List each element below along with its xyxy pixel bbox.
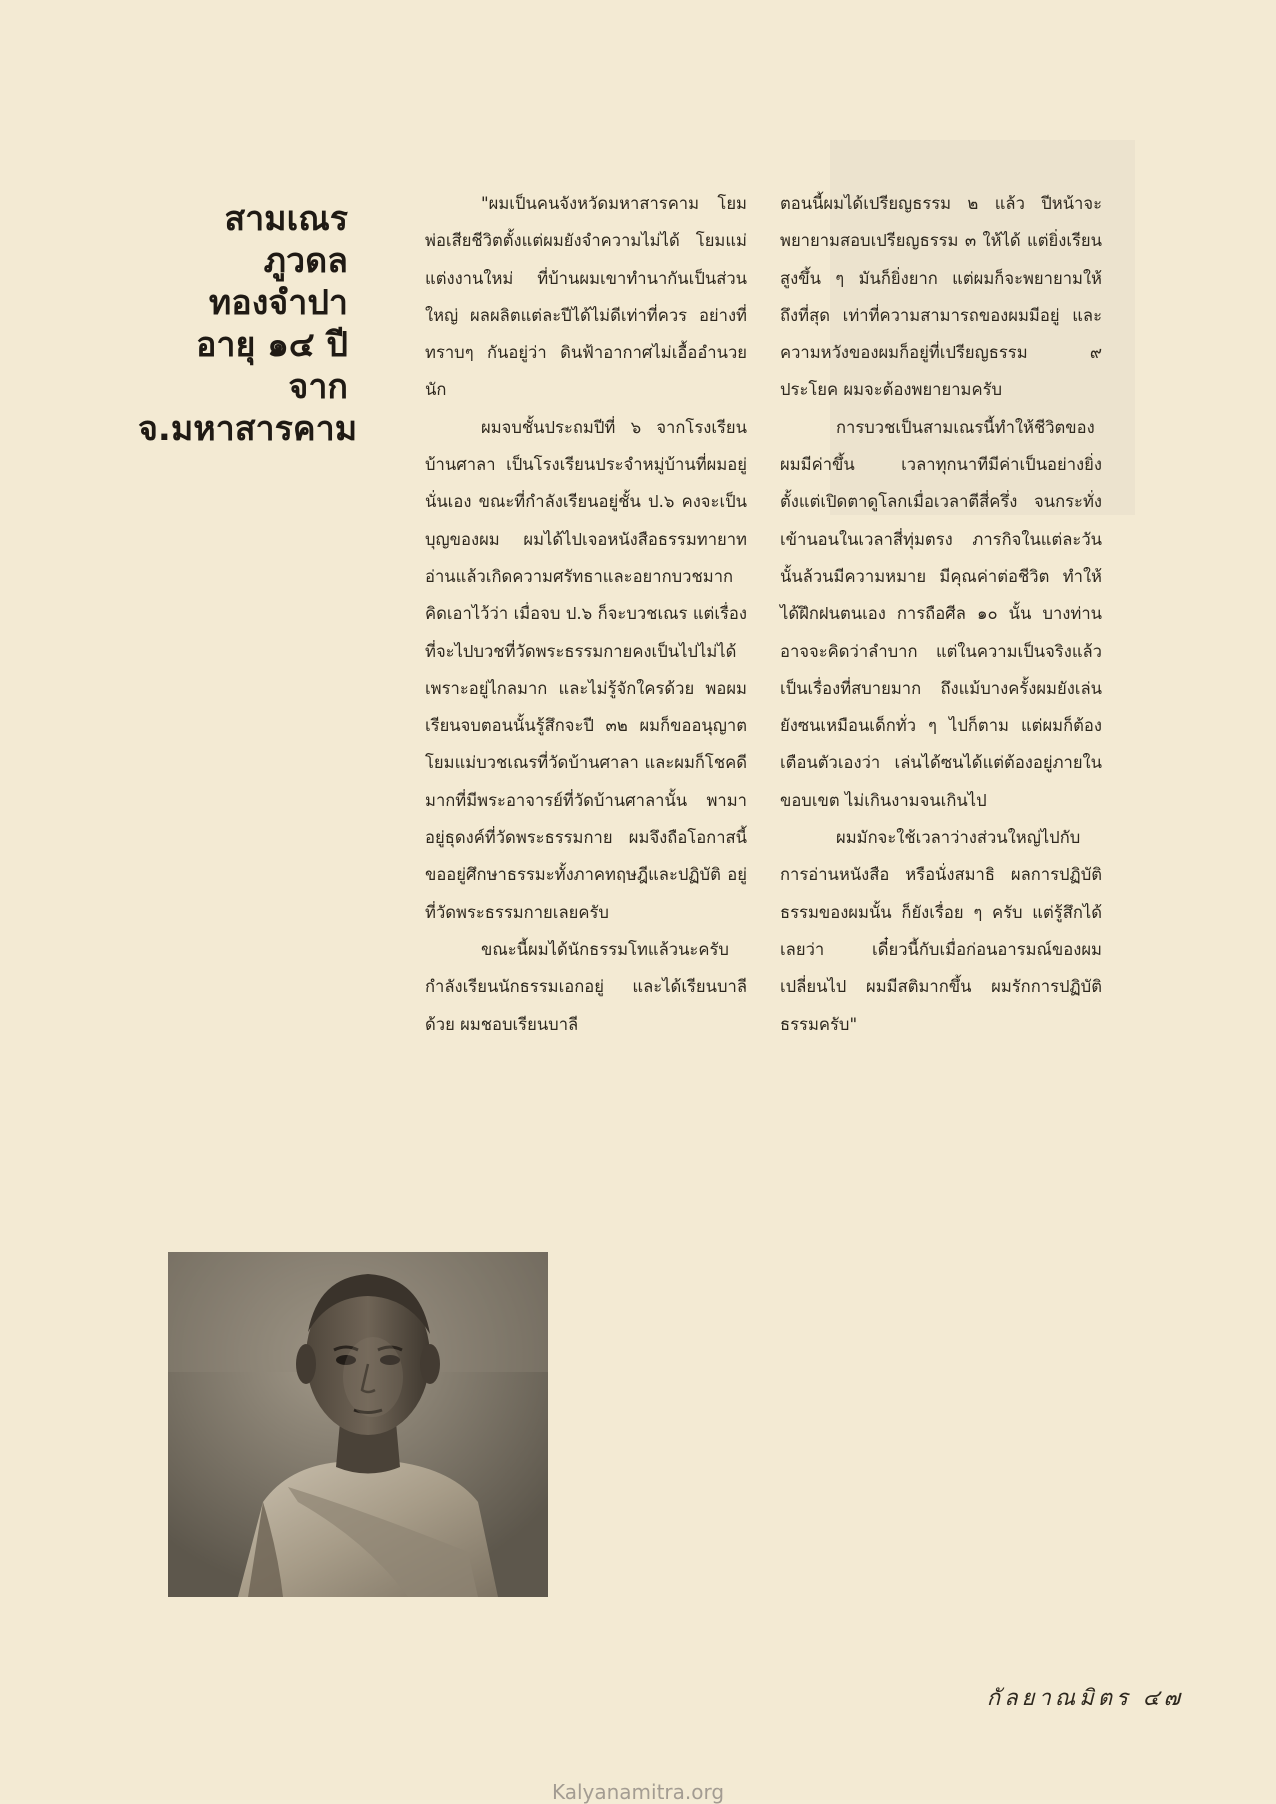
portrait-illustration (168, 1252, 548, 1597)
article-heading (138, 198, 358, 450)
heading-line: จาก (288, 367, 348, 407)
paragraph: ผมมักจะใช้เวลาว่างส่วนใหญ่ไปกับการอ่านหนังสือ หรือนั่งสมาธิ ผลการปฏิบัติธรรมของผมนั้น ก็ยังเรื่อย ๆ ครับ แต่รู้สึกได้เลยว่า เดี๋ยวนี้กับเมื่อก่อนอารมณ์ของผมเปลี่ยนไป ผมมีสติมากขึ้น ผมรักการปฏิบัติธรรมครับ" (780, 828, 1102, 1034)
heading-line: อายุ ๑๔ ปี (195, 325, 348, 365)
paragraph: ตอนนี้ผมได้เปรียญธรรม ๒ แล้ว ปีหน้าจะพยายามสอบเปรียญธรรม ๓ ให้ได้ แต่ยิ่งเรียนสูงขึ้น ๆ มันก็ยิ่งยาก แต่ผมก็จะพยายามให้ถึงที่สุด เท่าที่ความสามารถของผมมีอยู่ และความหวังของผมก็อยู่ที่เปรียญธรรม ๙ ประโยค ผมจะต้องพยายามครับ (780, 194, 1102, 400)
article-column-1 (425, 185, 747, 1043)
article-column-2 (780, 185, 1102, 1043)
heading-line: ทองจำปา (208, 283, 348, 323)
site-watermark: Kalyanamitra.org (551, 1780, 725, 1804)
novice-portrait-photo (168, 1252, 548, 1597)
paragraph: "ผมเป็นคนจังหวัดมหาสารคาม โยมพ่อเสียชีวิตตั้งแต่ผมยังจำความไม่ได้ โยมแม่แต่งงานใหม่ ที่บ้านผมเขาทำนากันเป็นส่วนใหญ่ ผลผลิตแต่ละปีได้ไม่ดีเท่าที่ควร อย่างที่ทราบๆ กันอยู่ว่า ดินฟ้าอากาศไม่เอื้ออำนวยนัก (425, 194, 747, 400)
heading-line: สามเณร (224, 199, 348, 239)
heading-line: จ.มหาสารคาม (138, 409, 358, 449)
paragraph: ผมจบชั้นประถมปีที่ ๖ จากโรงเรียนบ้านศาลา เป็นโรงเรียนประจำหมู่บ้านที่ผมอยู่นั่นเอง ขณะที่กำลังเรียนอยู่ชั้น ป.๖ คงจะเป็นบุญของผม ผมได้ไปเจอหนังสือธรรมทายาท อ่านแล้วเกิดความศรัทธาและอยากบวชมาก คิดเอาไว้ว่า เมื่อจบ ป.๖ ก็จะบวชเณร แต่เรื่องที่จะไปบวชที่วัดพระธรรมกายคงเป็นไปไม่ได้ เพราะอยู่ไกลมาก และไม่รู้จักใครด้วย พอผมเรียนจบตอนนั้นรู้สึกจะปี ๓๒ ผมก็ขออนุญาตโยมแม่บวชเณรที่วัดบ้านศาลา และผมก็โชคดีมากที่มีพระอาจารย์ที่วัดบ้านศาลานั้น พามาอยู่ธุดงค์ที่วัดพระธรรมกาย ผมจึงถือโอกาสนี้ ขออยู่ศึกษาธรรมะทั้งภาคทฤษฎีและปฏิบัติ อยู่ที่วัดพระธรรมกายเลยครับ (425, 417, 747, 922)
page-footer: กัลยาณมิตร ๔๗ (986, 1686, 1184, 1711)
heading-line: ภูวดล (263, 241, 348, 281)
bleed-through-texture (120, 520, 365, 1240)
paragraph: ขณะนี้ผมได้นักธรรมโทแล้วนะครับ กำลังเรียนนักธรรมเอกอยู่ และได้เรียนบาลีด้วย ผมชอบเรียนบาลี (425, 939, 747, 1034)
paragraph: การบวชเป็นสามเณรนี้ทำให้ชีวิตของผมมีค่าขึ้น เวลาทุกนาทีมีค่าเป็นอย่างยิ่ง ตั้งแต่เปิดตาดูโลกเมื่อเวลาตีสี่ครึ่ง จนกระทั่งเข้านอนในเวลาสี่ทุ่มตรง ภารกิจในแต่ละวันนั้นล้วนมีความหมาย มีคุณค่าต่อชีวิต ทำให้ได้ฝึกฝนตนเอง การถือศีล ๑๐ นั้น บางท่านอาจจะคิดว่าลำบาก แต่ในความเป็นจริงแล้ว เป็นเรื่องที่สบายมาก ถึงแม้บางครั้งผมยังเล่น ยังซนเหมือนเด็กทั่ว ๆ ไปก็ตาม แต่ผมก็ต้องเตือนตัวเองว่า เล่นได้ซนได้แต่ต้องอยู่ภายในขอบเขต ไม่เกินงามจนเกินไป (780, 417, 1102, 810)
